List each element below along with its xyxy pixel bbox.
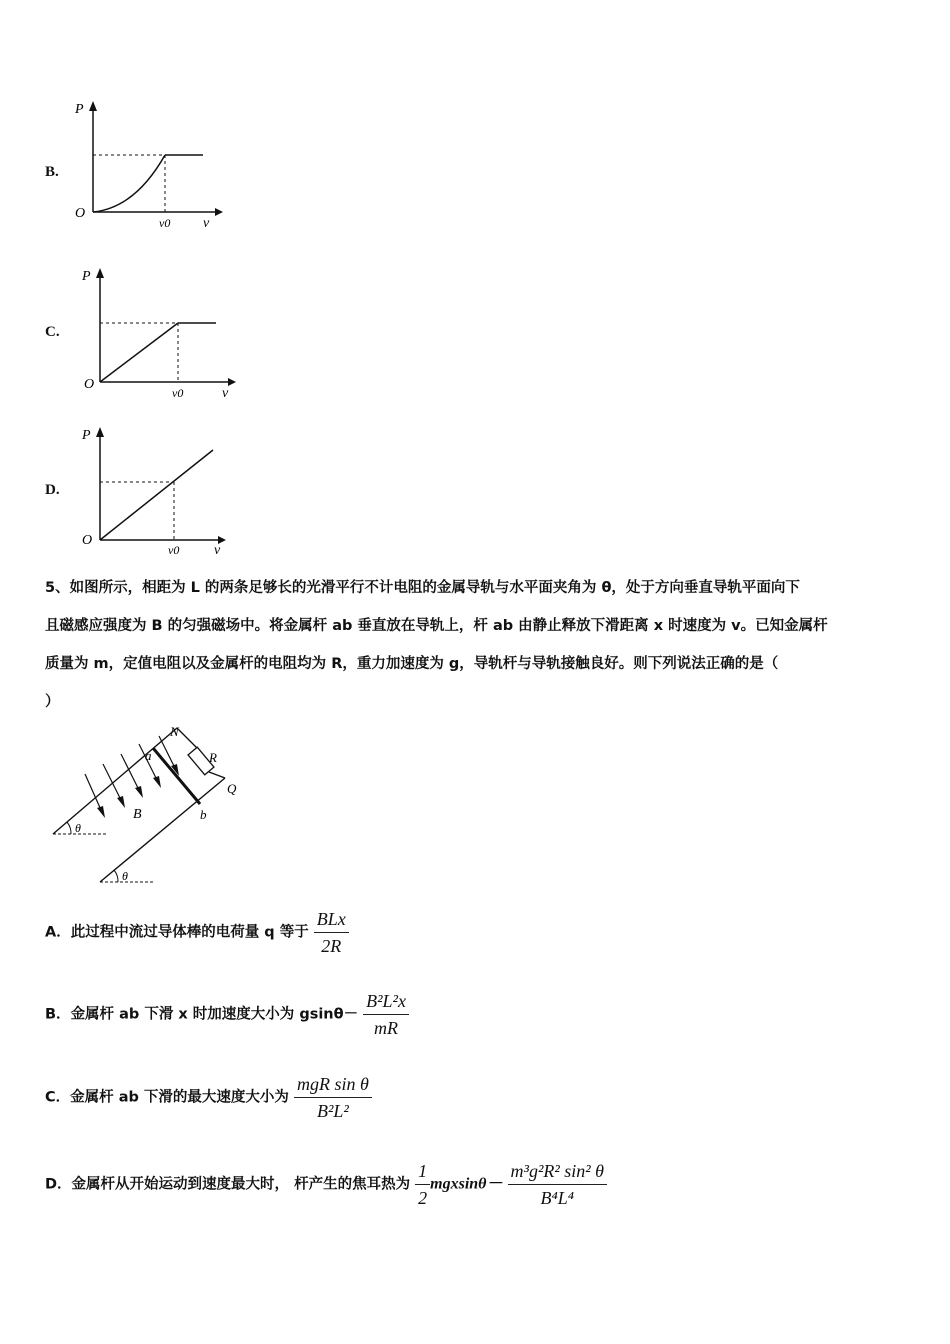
label-b-point: b — [200, 807, 207, 822]
graph-c — [70, 260, 250, 405]
option-d-half — [415, 1160, 430, 1209]
graph-b-x-label: v — [203, 216, 210, 231]
graph-b-origin: O — [75, 206, 86, 221]
option-a-den: 2R — [321, 936, 342, 956]
graph-c-v0: v0 — [172, 386, 184, 400]
graph-b-y-label: P — [75, 102, 84, 117]
option-a — [45, 908, 349, 957]
graph-c-x-label: v — [222, 386, 229, 401]
option-d-half-num: 1 — [415, 1160, 430, 1185]
option-b-label: B. — [45, 164, 59, 180]
graph-d — [70, 420, 240, 562]
option-b-fraction — [363, 990, 409, 1039]
question-line-4: ） — [45, 694, 60, 710]
option-c-label: C. — [45, 324, 60, 340]
label-r: R — [209, 750, 217, 765]
graph-d-x-label: v — [214, 543, 221, 558]
graph-d-origin: O — [82, 533, 93, 548]
question-line-1: 5、如图所示，相距为 L 的两条足够长的光滑平行不计电阻的金属导轨与水平面夹角为 θ，处于方向垂直导轨平面向下 — [45, 580, 800, 596]
option-d-text: 金属杆从开始运动到速度最大时， 杆产生的焦耳热为 — [71, 1176, 411, 1193]
label-a: a — [145, 748, 152, 763]
question-line-2: 且磁感应强度为 B 的匀强磁场中。将金属杆 ab 垂直放在导轨上，杆 ab 由静止释放下滑距离 x 时速度为 v。已知金属杆 — [45, 618, 828, 634]
option-d-num: m³g²R² sin² θ — [508, 1160, 607, 1185]
option-a-num: BLx — [314, 908, 349, 933]
option-d-label: D. — [45, 482, 60, 498]
label-field-b: B — [133, 807, 142, 822]
option-d-half-den: 2 — [418, 1188, 428, 1208]
question-5 — [45, 569, 915, 721]
incline-figure — [45, 718, 265, 893]
graph-c-origin: O — [84, 377, 95, 392]
option-c-num: mgR sin θ — [294, 1073, 372, 1098]
option-d — [45, 1160, 607, 1209]
option-b-text: 金属杆 ab 下滑 x 时加速度大小为 gsinθ－ — [70, 1006, 359, 1023]
question-line-3: 质量为 m，定值电阻以及金属杆的电阻均为 R，重力加速度为 g，导轨杆与导轨接触良好。则下列说法正确的是（ — [45, 656, 779, 672]
graph-d-y-label: P — [82, 428, 91, 443]
option-a-fraction — [314, 908, 349, 957]
graph-b-v0: v0 — [159, 216, 171, 230]
option-b — [45, 990, 409, 1039]
option-d-label2: D． — [45, 1176, 72, 1193]
option-d-den: B⁴L⁴ — [540, 1188, 575, 1208]
option-d-fraction — [508, 1160, 607, 1209]
graph-d-v0: v0 — [168, 543, 180, 557]
option-c-fraction — [294, 1073, 372, 1122]
label-theta-1: θ — [75, 821, 81, 835]
graph-b — [65, 95, 235, 235]
graph-c-y-label: P — [82, 269, 91, 284]
option-b-den: mR — [374, 1018, 399, 1038]
option-c-label2: C． — [45, 1089, 71, 1106]
label-theta-2: θ — [122, 869, 128, 883]
label-q: Q — [227, 781, 237, 796]
option-c-den: B²L² — [317, 1101, 349, 1121]
label-n: N — [170, 724, 179, 739]
option-c — [45, 1073, 372, 1122]
option-b-label2: B． — [45, 1006, 71, 1023]
option-a-text: 此过程中流过导体棒的电荷量 q 等于 — [70, 924, 309, 941]
option-c-text: 金属杆 ab 下滑的最大速度大小为 — [70, 1089, 289, 1106]
option-d-mid: mgxsinθ－ — [430, 1175, 503, 1193]
option-b-num: B²L²x — [363, 990, 409, 1015]
option-a-label: A． — [45, 924, 71, 941]
